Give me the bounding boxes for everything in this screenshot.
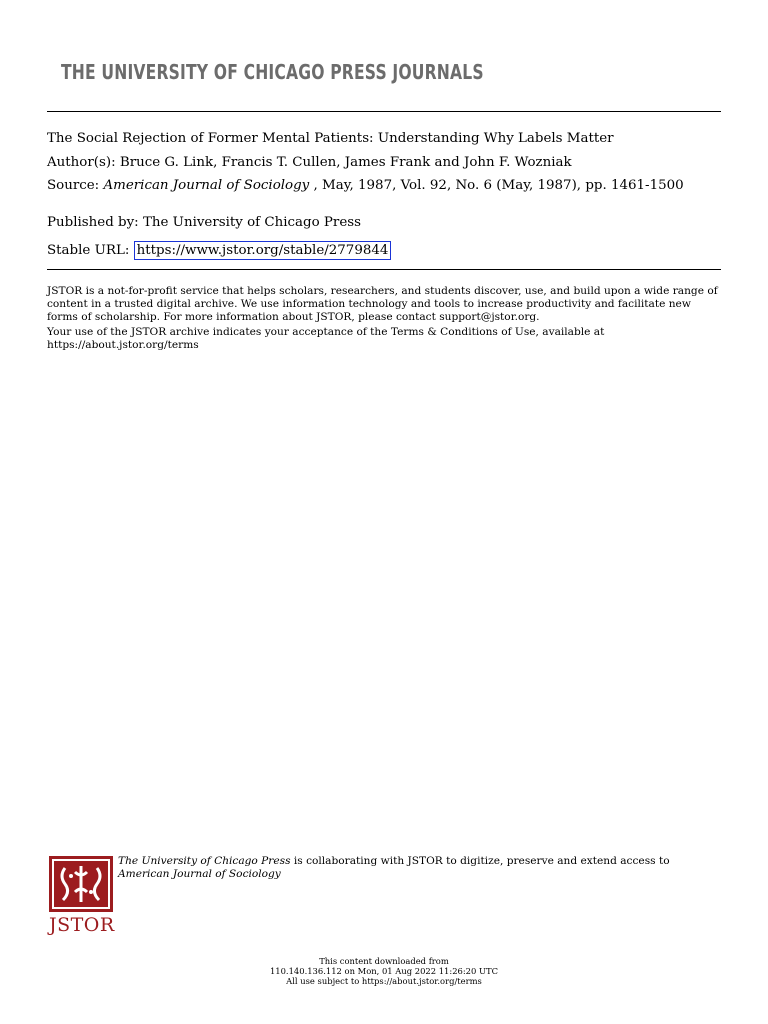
jstor-logo	[49, 856, 113, 936]
collab-publisher: The University of Chicago Press	[118, 855, 291, 867]
publisher-label: Published by:	[47, 215, 139, 230]
stable-url	[47, 243, 721, 258]
authors-label: Author(s):	[47, 155, 116, 170]
download-info	[184, 956, 584, 986]
download-line-2: 110.140.136.112 on Mon, 01 Aug 2022 11:26:20 UTC	[269, 966, 499, 976]
collab-text: is collaborating with JSTOR to digitize, preserve and extend access to	[290, 855, 670, 867]
publisher-logo	[47, 55, 484, 89]
jstor-wordmark: JSTOR	[49, 914, 115, 936]
collab-journal: American Journal of Sociology	[118, 867, 281, 880]
terms-notice: Your use of the JSTOR archive indicates your acceptance of the Terms & Conditions of Use, available at https://about.jstor.org/terms	[47, 326, 605, 351]
jstor-emblem-icon	[49, 856, 113, 912]
url-label: Stable URL:	[47, 243, 130, 258]
stable-url-link[interactable]: https://www.jstor.org/stable/2779844	[134, 241, 392, 260]
article-authors	[47, 155, 721, 170]
source-details: , May, 1987, Vol. 92, No. 6 (May, 1987), pp. 1461-1500	[309, 178, 684, 193]
download-line-3: All use subject to https://about.jstor.org/terms	[286, 976, 482, 986]
collaboration-notice	[118, 855, 718, 880]
article-title: The Social Rejection of Former Mental Patients: Understanding Why Labels Matter	[47, 131, 614, 146]
top-divider	[47, 111, 721, 112]
source-label: Source:	[47, 178, 100, 193]
authors-value: Bruce G. Link, Francis T. Cullen, James Frank and John F. Wozniak	[119, 155, 572, 170]
download-line-1: This content downloaded from	[319, 956, 449, 966]
middle-divider	[47, 269, 721, 270]
publisher-value: The University of Chicago Press	[142, 215, 361, 230]
journal-name: American Journal of Sociology	[103, 178, 310, 193]
jstor-about-notice: JSTOR is a not-for-profit service that helps scholars, researchers, and students discover, use, and build upon a wide range of content in a trusted digital archive. We use information technology and tools to increase productivity and facilitate new forms of scholarship. For more information about JSTOR, please contact support@jstor.org.	[47, 285, 718, 323]
publisher-wordmark: THE UNIVERSITY OF CHICAGO PRESS JOURNALS	[61, 60, 484, 84]
article-publisher	[47, 215, 721, 230]
article-source	[47, 178, 721, 193]
